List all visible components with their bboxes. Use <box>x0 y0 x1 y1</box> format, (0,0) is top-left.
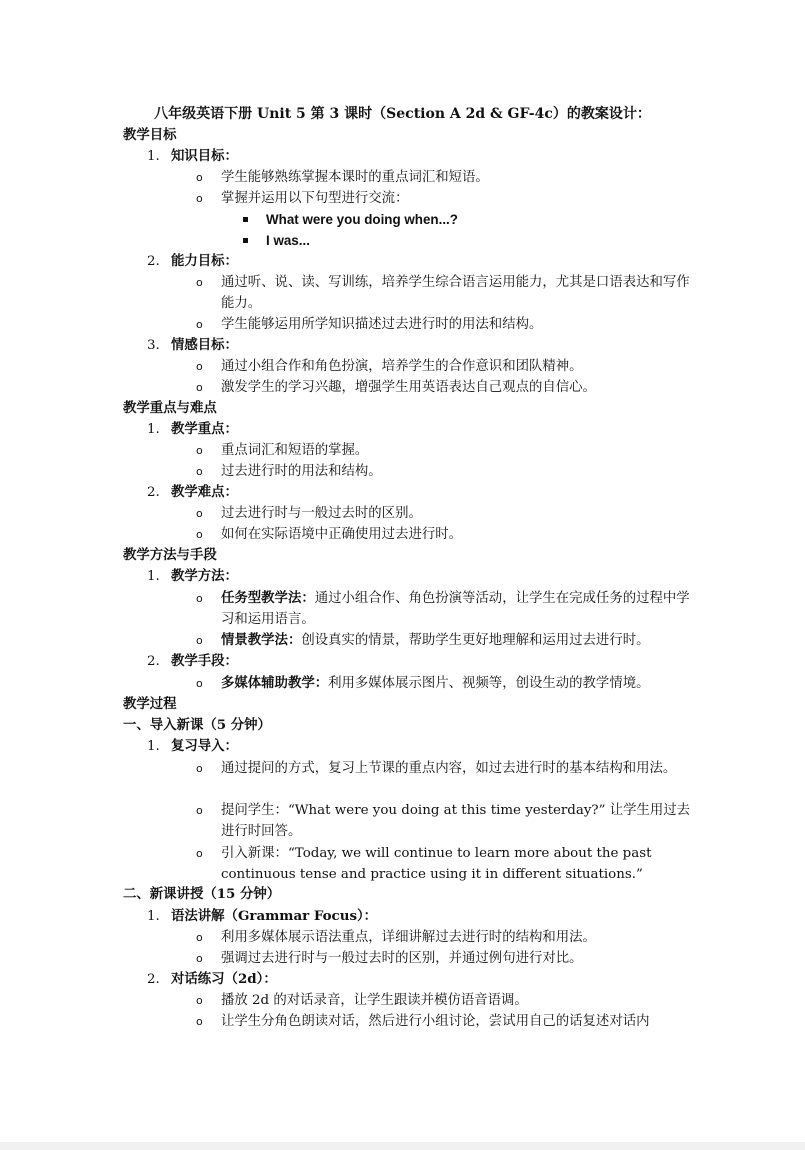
document-title: 八年级英语下册 Unit 5 第 3 课时（Section A 2d & GF-4c）的教案设计： <box>154 106 651 122</box>
list-item: o 如何在实际语境中正确使用过去进行时。 <box>196 527 463 542</box>
list-item: o 让学生分角色朗读对话，然后进行小组讨论，尝试用自己的话复述对话内 <box>196 1014 650 1029</box>
list-item: o 任务型教学法：通过小组合作、角色扮演等活动，让学生在完成任务的过程中学习和运用语言。 <box>196 590 690 627</box>
list-item: o 通过听、说、读、写训练，培养学生综合语言运用能力，尤其是口语表达和写作能力。 <box>196 275 690 311</box>
section-heading-goals: 教学目标 <box>123 127 177 143</box>
list-item: o 通过提问的方式，复习上节课的重点内容，如过去进行时的基本结构和用法。 <box>196 761 677 776</box>
list-item: o 引入新课：“Today, we will continue to learn more about the past continuous tense and practice using it in different situations.” <box>196 846 652 882</box>
list-item: o 提问学生：“What were you doing at this time yesterday?” 让学生用过去进行时回答。 <box>196 803 691 839</box>
section-heading-process: 教学过程 <box>123 696 177 712</box>
list-item: o 通过小组合作和角色扮演，培养学生的合作意识和团队精神。 <box>196 359 583 374</box>
list-item: 3. 情感目标： <box>147 337 238 353</box>
subsection-heading-new: 二、新课讲授（15 分钟） <box>123 886 281 902</box>
list-item: 1. 知识目标： <box>147 148 238 164</box>
list-item: I was... <box>243 230 310 251</box>
list-item: 2. 对话练习（2d）： <box>147 971 277 987</box>
subsection-heading-intro: 一、导入新课（5 分钟） <box>123 717 271 733</box>
list-item: 2. 教学手段： <box>147 653 238 669</box>
list-item: o 掌握并运用以下句型进行交流： <box>196 191 409 206</box>
list-item: 2. 教学难点： <box>147 484 238 500</box>
section-heading-key: 教学重点与难点 <box>123 400 217 416</box>
list-item: 2. 能力目标： <box>147 253 238 269</box>
list-item: o 学生能够熟练掌握本课时的重点词汇和短语。 <box>196 170 489 185</box>
list-item: o 激发学生的学习兴趣，增强学生用英语表达自己观点的自信心。 <box>196 380 596 395</box>
list-item: o 情景教学法：创设真实的情景，帮助学生更好地理解和运用过去进行时。 <box>196 632 650 648</box>
list-item: o 过去进行时的用法和结构。 <box>196 464 382 479</box>
list-item: What were you doing when...? <box>243 209 458 230</box>
list-item: 1. 复习导入： <box>147 738 238 754</box>
list-item: 1. 语法讲解（Grammar Focus）： <box>147 908 378 924</box>
list-item: 1. 教学方法： <box>147 568 238 584</box>
list-item: o 利用多媒体展示语法重点，详细讲解过去进行时的结构和用法。 <box>196 930 596 945</box>
list-item: o 多媒体辅助教学：利用多媒体展示图片、视频等，创设生动的教学情境。 <box>196 675 650 691</box>
section-heading-methods: 教学方法与手段 <box>123 547 217 563</box>
list-item: o 学生能够运用所学知识描述过去进行时的用法和结构。 <box>196 317 543 332</box>
list-item: o 强调过去进行时与一般过去时的区别，并通过例句进行对比。 <box>196 951 583 966</box>
list-item: o 播放 2d 的对话录音，让学生跟读并模仿语音语调。 <box>196 993 528 1008</box>
list-item: 1. 教学重点： <box>147 421 238 437</box>
list-item: o 过去进行时与一般过去时的区别。 <box>196 506 422 521</box>
list-item: o 重点词汇和短语的掌握。 <box>196 443 369 458</box>
